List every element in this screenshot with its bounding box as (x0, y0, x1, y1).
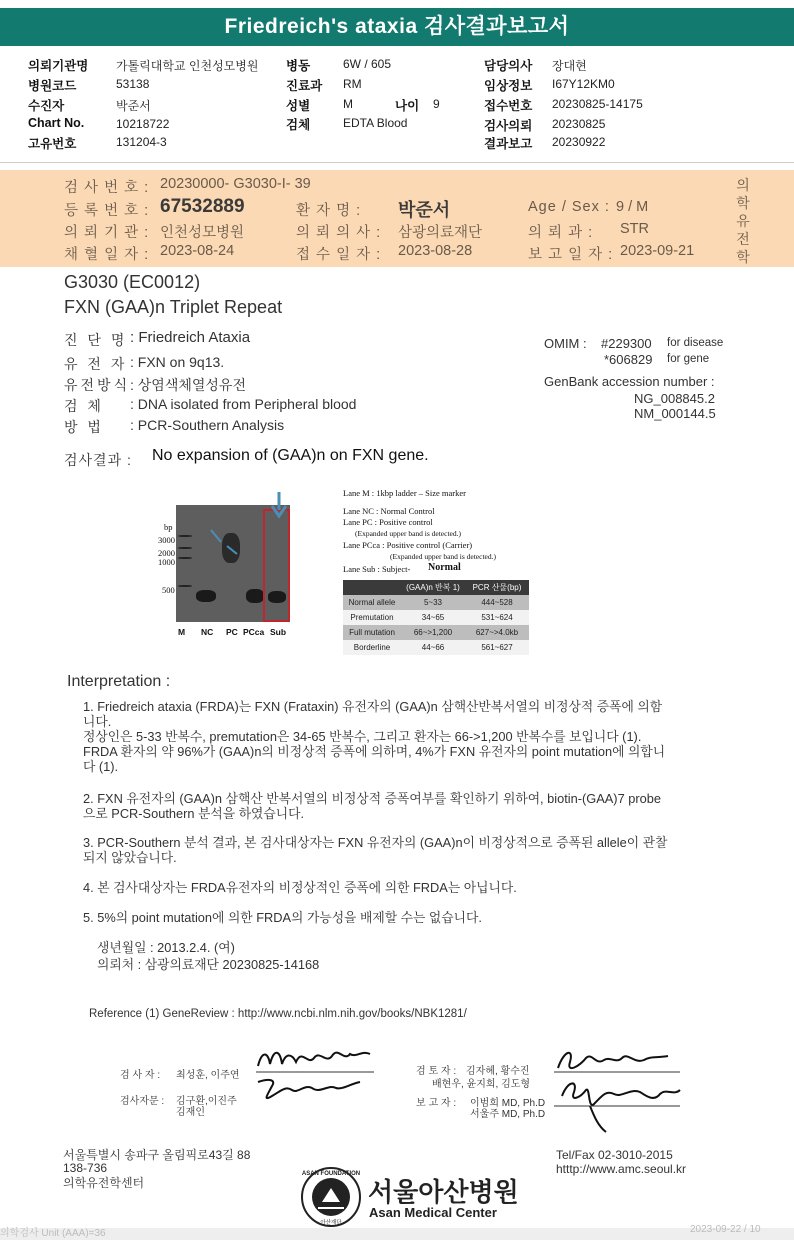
request-info (0, 56, 794, 156)
tel-fax: Tel/Fax 02-3010-2015 (556, 1148, 673, 1162)
test-name: FXN (GAA)n Triplet Repeat (64, 297, 283, 317)
age-sex-label: Age / Sex : (528, 199, 610, 215)
patient-label: 환 자 명 : (296, 203, 362, 219)
table-header-cell (343, 580, 401, 595)
table-row (343, 625, 529, 640)
table-cell: 44~66 (421, 643, 445, 652)
info-value: M (343, 97, 353, 111)
lane-label: PCca (243, 627, 265, 637)
genbank-label: GenBank accession number : (544, 374, 715, 389)
asan-foundation-logo (300, 1166, 362, 1228)
info-label: 검사의뢰 (484, 119, 533, 133)
lane-label: M (178, 627, 186, 637)
reporter-names: 이범희 MD, Ph.D (470, 1098, 546, 1109)
website: htttp://www.amc.seoul.kr (556, 1162, 687, 1176)
interp-line: 5. 5%의 point mutation에 의한 FRDA의 가능성을 배제할 수는 없습니다. (83, 910, 482, 925)
age-label: 나이 (395, 99, 420, 113)
genbank-nm: NM_000144.5 (634, 406, 716, 421)
report-date-label: 보 고 일 자 : (528, 247, 614, 263)
supervisor-names-2: 김재인 (176, 1107, 205, 1118)
interp-line: 1. Friedreich ataxia (FRDA)는 FXN (Frataxin) 유전자의 (GAA)n 삼핵산반복서열의 비정상적 증폭에 의함 (83, 699, 663, 714)
recv-date: 2023-08-28 (398, 243, 473, 259)
nc-band (196, 590, 216, 602)
omim-disease-note: for disease (667, 337, 724, 349)
info-label: 접수번호 (484, 99, 533, 113)
info-value: 박준서 (116, 99, 151, 113)
test-details (64, 330, 534, 435)
draw-date-label: 채 혈 일 자 : (64, 247, 150, 263)
reference: Reference (1) GeneReview : http://www.ncbi.nlm.nih.gov/books/NBK1281/ (89, 1008, 467, 1020)
info-value: I67Y12KM0 (552, 77, 615, 91)
supervisor-label: 검사자문 : (120, 1096, 165, 1107)
cut-off-footer (0, 1228, 794, 1240)
ladder-band (178, 585, 192, 587)
detail-value: : DNA isolated from Peripheral blood (130, 396, 357, 412)
reg-no: 67532889 (160, 196, 245, 217)
table-header-cell: PCR 산물(bp) (472, 583, 522, 592)
detail-key: 검 체 (64, 398, 104, 414)
info-value: 20230825 (552, 117, 606, 131)
info-label: Chart No. (28, 116, 85, 130)
legend-line: Lane PC : Positive control (343, 517, 433, 527)
logo-text-top: ASAN FOUNDATION (301, 1171, 361, 1177)
table-cell: 66~>1,200 (413, 628, 453, 637)
info-label: 진료과 (286, 79, 323, 93)
signature-stroke (558, 1053, 668, 1068)
detail-value: : Friedreich Ataxia (130, 329, 251, 346)
info-value: EDTA Blood (343, 116, 408, 130)
reviewer-signatures (550, 1040, 690, 1140)
interp-line: 2. FXN 유전자의 (GAA)n 삼핵산 반복서열의 비정상적 증폭여부를 확인하기 위하여, biotin-(GAA)7 probe (83, 791, 661, 806)
draw-date: 2023-08-24 (160, 243, 235, 259)
reviewer-names-2: 배현우, 윤지희, 김도형 (432, 1079, 531, 1090)
hospital-name-kr: 서울아산병원 (368, 1177, 519, 1207)
info-value: 53138 (116, 77, 150, 91)
result-label: 검사결과 : (64, 452, 132, 468)
table-cell: Normal allele (348, 598, 396, 607)
report-title: Friedreich's ataxia 검사결과보고서 (0, 8, 794, 46)
reg-no-label: 등 록 번 호 : (64, 203, 150, 219)
info-value: 20230825-14175 (552, 97, 643, 111)
table-cell: 5~33 (423, 598, 443, 607)
legend-line: Lane Sub : Subject- (343, 564, 411, 574)
interpretation-title: Interpretation : (67, 673, 171, 690)
signature-stroke (258, 1080, 360, 1098)
reviewer-names: 김자혜, 황수진 (466, 1066, 530, 1077)
table-row (343, 610, 529, 625)
table-cell: Premutation (350, 613, 394, 622)
legend-line: Lane M : 1kbp ladder – Size marker (343, 488, 466, 498)
gel-arrows (205, 488, 295, 568)
detail-key: 방 법 (64, 419, 104, 435)
lane-label: Sub (270, 627, 287, 637)
marker-label: 2000 (158, 548, 175, 558)
info-label: 임상정보 (484, 79, 533, 93)
req-inst: 인천성모병원 (160, 225, 245, 241)
recv-date-label: 접 수 일 자 : (296, 247, 382, 263)
marker-label: 3000 (158, 535, 175, 545)
table-cell: 561~627 (481, 643, 513, 652)
address: 서울특별시 송파구 올림픽로43길 88 (63, 1148, 251, 1162)
info-label: 검체 (286, 118, 311, 132)
age-value: 9 (433, 97, 440, 111)
info-value: 6W / 605 (343, 57, 392, 71)
omim-disease: #229300 (601, 336, 652, 351)
info-label: 결과보고 (484, 137, 533, 151)
table-header-cell: (GAA)n 반복 1) (406, 583, 460, 592)
table-cell: Borderline (353, 643, 391, 652)
result-text: No expansion of (GAA)n on FXN gene. (152, 447, 429, 464)
info-value: 가톨릭대학교 인천성모병원 (116, 59, 259, 73)
req-inst-label: 의 뢰 기 관 : (64, 225, 150, 241)
signature-stroke (562, 1083, 680, 1105)
supervisor-names: 김구환,이진주 (176, 1096, 237, 1107)
detail-value: : 상염색체열성유전 (130, 377, 246, 393)
info-label: 담당의사 (484, 59, 533, 73)
patient-name: 박준서 (398, 200, 451, 220)
detail-key: 유 전 자 (64, 356, 128, 372)
ladder-band (178, 557, 192, 559)
cut-off-left: 의학검사 Unit (AAA)=36 (0, 1228, 106, 1239)
table-cell: Full mutation (349, 628, 395, 637)
examiner-label: 검 사 자 : (120, 1070, 161, 1081)
reporter-label: 보 고 자 : (416, 1098, 457, 1109)
table-row (343, 595, 529, 610)
dept: STR (620, 221, 649, 237)
info-label: 의뢰기관명 (28, 59, 89, 73)
signature-stroke (590, 1106, 606, 1132)
detail-value: : FXN on 9q13. (130, 354, 225, 370)
table-header-row (343, 580, 529, 595)
info-value: RM (343, 77, 362, 91)
marker-label: 500 (162, 585, 175, 595)
legend-line: (Expanded upper band is detected.) (355, 529, 461, 538)
test-code: G3030 (EC0012) (64, 272, 201, 292)
examiner-signatures (252, 1038, 377, 1113)
detail-key: 유전방식 (64, 377, 131, 393)
lab-header (0, 170, 794, 267)
zip-code: 138-736 (63, 1161, 108, 1175)
interp-line: FRDA 환자의 약 96%가 (GAA)n의 비정상적 증폭에 의하며, 4%가 FXN 유전자의 point mutation에 의합니 (83, 744, 666, 759)
logo-text-bottom: 아산재단 (320, 1220, 342, 1226)
info-value: 131204-3 (116, 135, 167, 149)
info-label: 수진자 (28, 99, 65, 113)
pcca-arrow (227, 546, 237, 554)
requester-note: 의뢰처 : 삼광의료재단 20230825-14168 (97, 957, 320, 972)
examiner-names: 최성훈, 이주연 (176, 1070, 240, 1081)
cut-off-right: 2023-09-22 / 10 (690, 1224, 761, 1235)
bp-label: bp (164, 522, 173, 532)
age-sex: 9 / M (616, 199, 649, 215)
pc-arrow (211, 530, 221, 542)
interp-line: 정상인은 5-33 반복수, premutation은 34-65 반복수, 그리고 환자는 66->1,200 반복수를 보입니다 (1). (83, 729, 642, 744)
interp-line: 되지 않았습니다. (83, 850, 177, 865)
reporter-names-2: 서울주 MD, Ph.D (470, 1109, 546, 1120)
ladder-band (178, 535, 192, 537)
hospital-name-en: Asan Medical Center (369, 1205, 497, 1220)
lane-label: NC (201, 627, 214, 637)
reviewer-label: 검 토 자 : (416, 1066, 457, 1077)
info-label: 병원코드 (28, 79, 77, 93)
repeat-table (343, 580, 529, 655)
requester-label: 의 뢰 의 사 : (296, 225, 382, 241)
omim-gene-note: for gene (667, 353, 710, 365)
info-label: 성별 (286, 99, 311, 113)
interp-line: 으로 PCR-Southern 분석을 하였습니다. (83, 806, 305, 821)
detail-value: : PCR-Southern Analysis (130, 417, 285, 433)
signature-stroke (258, 1053, 370, 1066)
interp-line: 3. PCR-Southern 분석 결과, 본 검사대상자는 FXN 유전자의 (GAA)n이 비정상적으로 증폭된 allele이 관찰 (83, 835, 668, 850)
legend-line: Lane NC : Normal Control (343, 506, 435, 516)
info-label: 고유번호 (28, 137, 77, 151)
report-date: 2023-09-21 (620, 243, 695, 259)
legend-line: (Expanded upper band is detected.) (390, 552, 496, 561)
lane-label: PC (226, 627, 238, 637)
test-no-label: 검 사 번 호 : (64, 180, 150, 196)
table-row (343, 640, 529, 655)
interp-line: 니다. (83, 714, 112, 729)
pcca-band (246, 589, 264, 603)
divider (0, 162, 794, 163)
table-cell: 627~>4.0kb (475, 628, 519, 637)
table-cell: 531~624 (481, 613, 513, 622)
table-cell: 444~528 (481, 598, 513, 607)
ladder-band (178, 547, 192, 549)
omim-gene: *606829 (604, 352, 653, 367)
dept-label: 의 뢰 과 : (528, 225, 594, 241)
interp-line: 4. 본 검사대상자는 FRDA유전자의 비정상적인 증폭에 의한 FRDA는 아닙니다. (83, 880, 517, 895)
info-value: 10218722 (116, 117, 170, 131)
detail-key: 진 단 명 (64, 332, 128, 348)
table-cell: 34~65 (421, 613, 445, 622)
legend-normal: Normal (428, 562, 461, 573)
omim-label: OMIM : (544, 336, 587, 351)
requester: 삼광의료재단 (398, 225, 483, 241)
info-value: 장대현 (552, 59, 587, 73)
genbank-ng: NG_008845.2 (634, 391, 715, 406)
center-name: 의학유전학센터 (63, 1176, 145, 1190)
info-label: 병동 (286, 59, 311, 73)
test-no: 20230000- G3030-I- 39 (160, 176, 311, 192)
legend-line: Lane PCca : Positive control (Carrier) (343, 540, 473, 550)
interp-line: 다 (1). (83, 759, 119, 774)
dept-vertical-label: 의 학 유 전 학 (736, 177, 750, 265)
info-value: 20230922 (552, 135, 606, 149)
dob-note: 생년월일 : 2013.2.4. (여) (97, 940, 235, 955)
marker-label: 1000 (158, 557, 175, 567)
